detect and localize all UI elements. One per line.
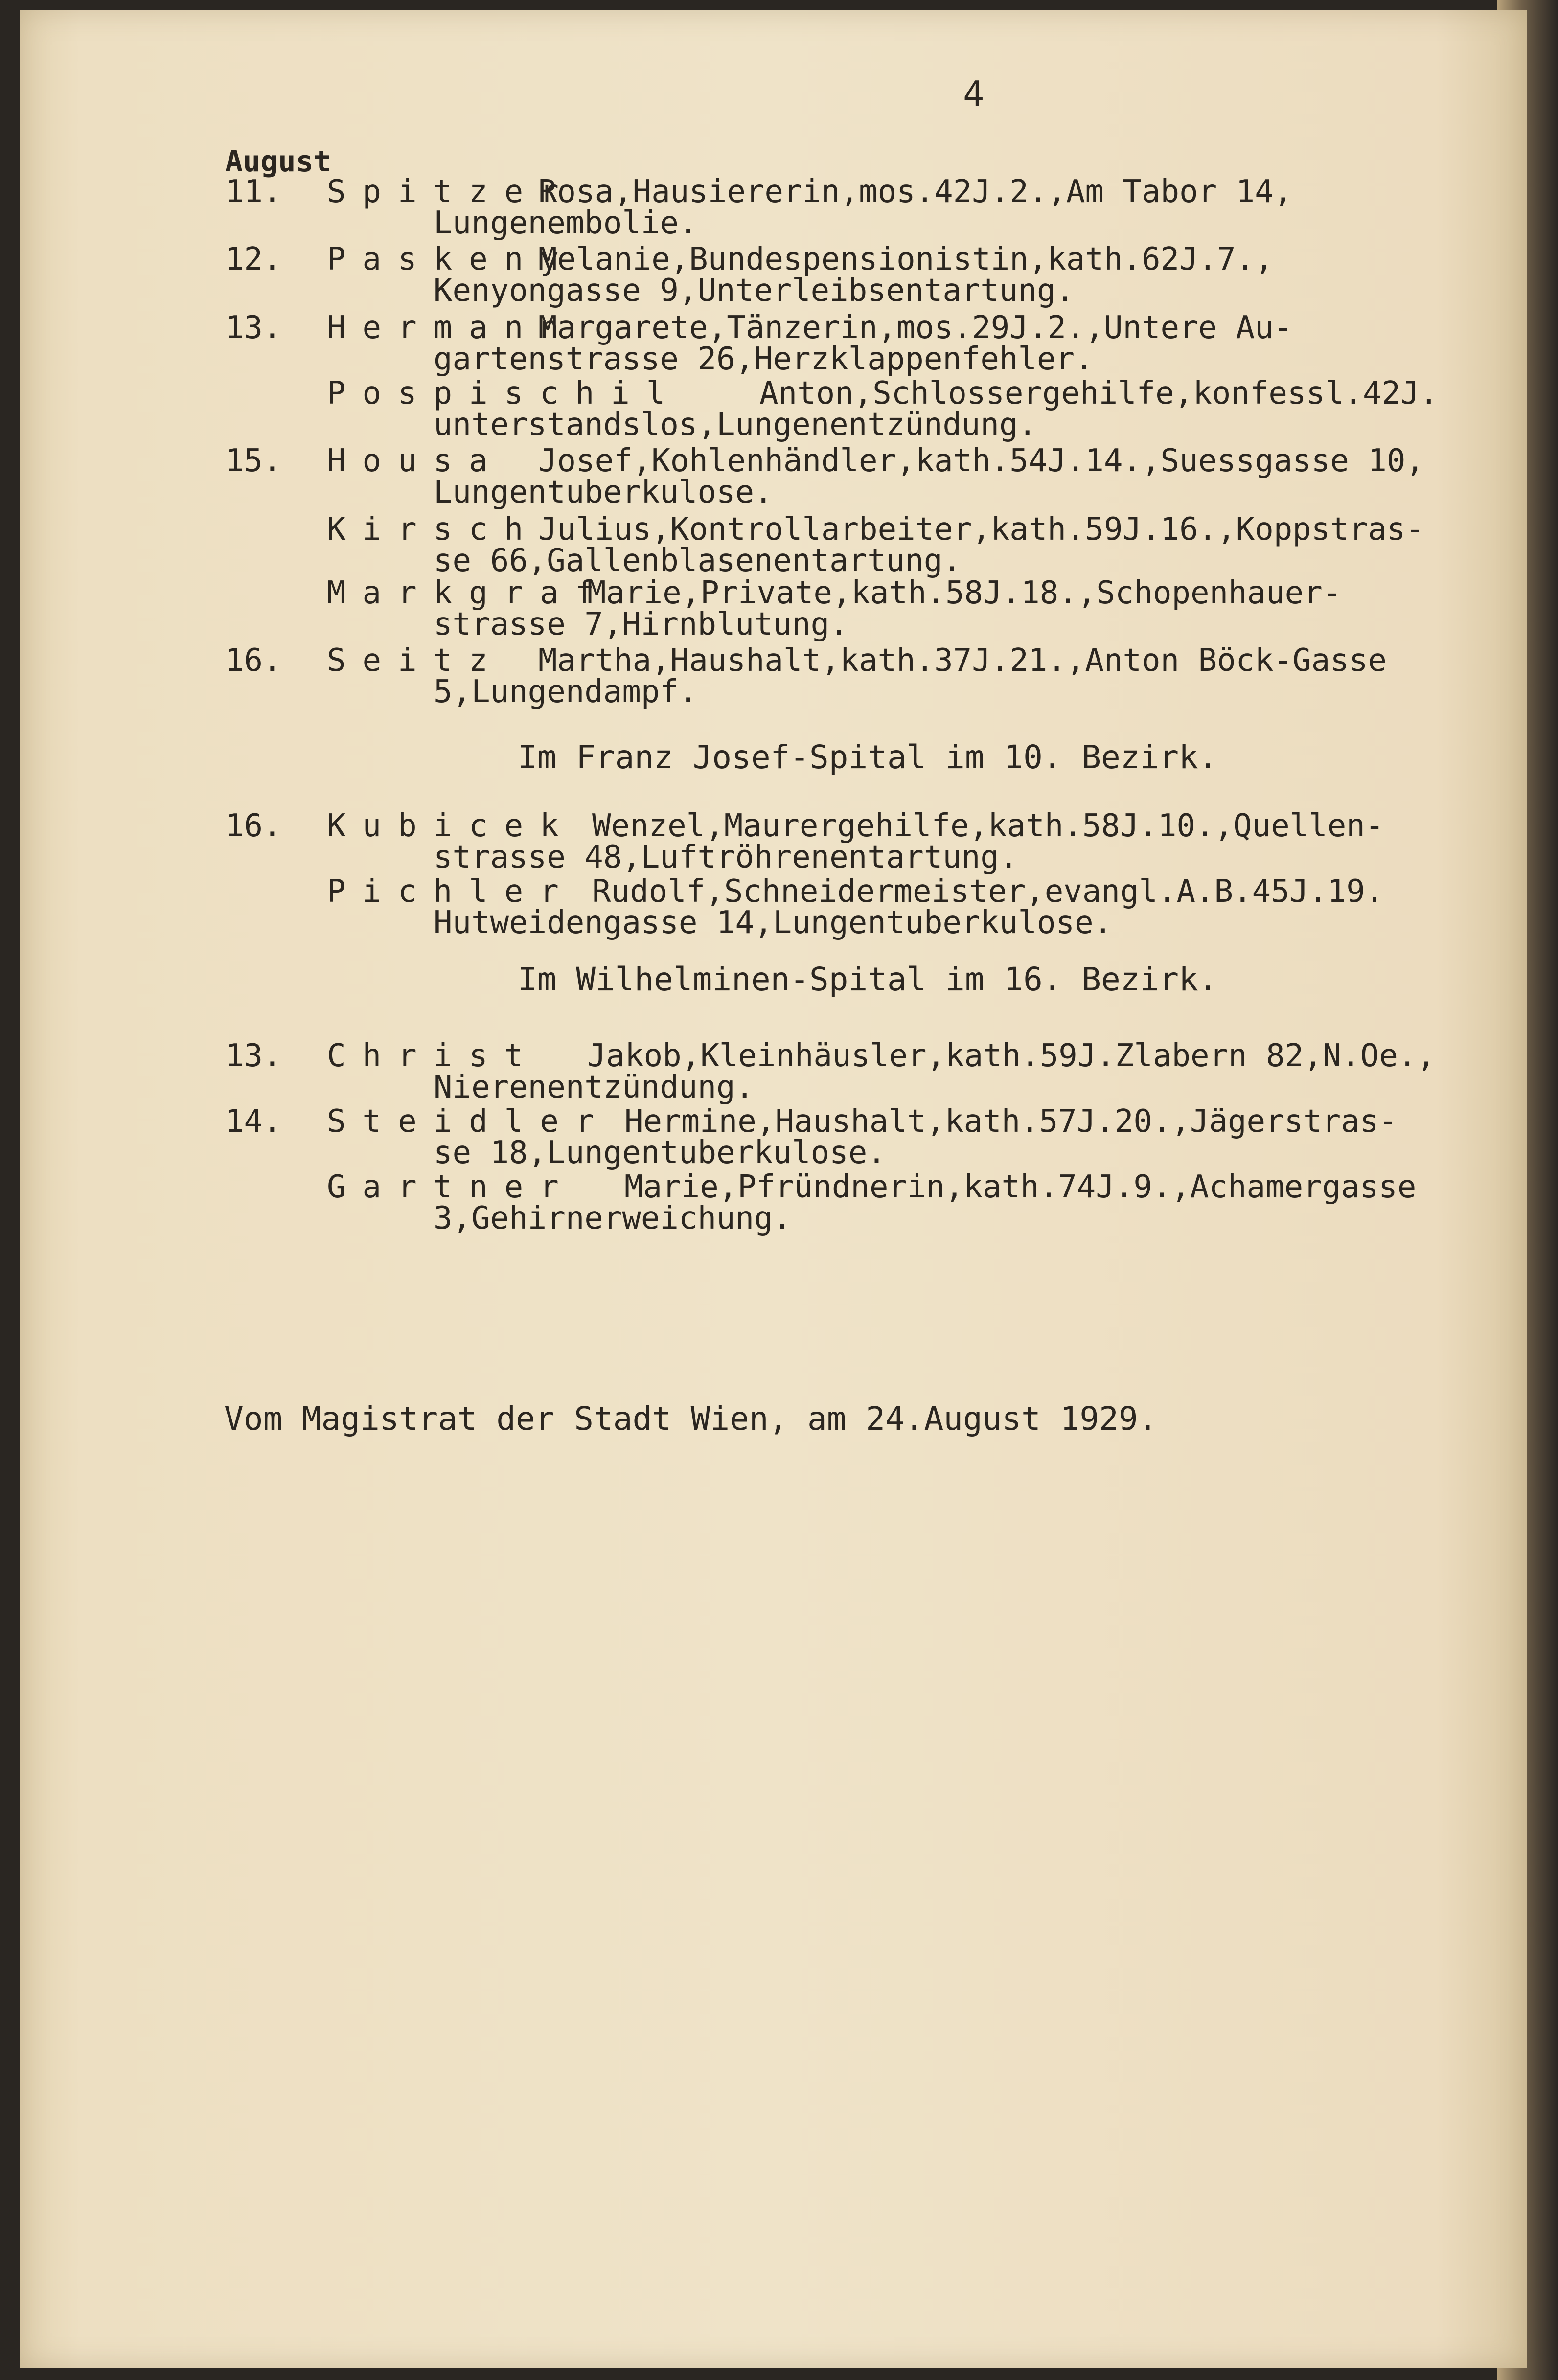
entry-line2: se 66,Gallenblasenentartung. <box>434 543 962 579</box>
entry-day: 15. <box>225 443 282 479</box>
entry-line2: 3,Gehirnerweichung. <box>434 1200 792 1236</box>
entry-line1: Wenzel,Maurergehilfe,kath.58J.10.,Quellen- <box>592 808 1384 844</box>
entry-line2: Nierenentzündung. <box>434 1069 755 1105</box>
entry-line1: Rosa,Hausiererin,mos.42J.2.,Am Tabor 14, <box>538 174 1293 210</box>
entry-surname: Gartner <box>327 1169 575 1205</box>
entry-line2: Kenyongasse 9,Unterleibsentartung. <box>434 273 1075 309</box>
entry-surname: Steidler <box>327 1103 611 1140</box>
entry-line2: strasse 7,Hirnblutung. <box>434 606 848 642</box>
section-heading: Im Wilhelminen-Spital im 16. Bezirk. <box>518 961 1218 998</box>
entry-surname: Christ <box>327 1038 540 1074</box>
section-heading: Im Franz Josef-Spital im 10. Bezirk. <box>518 738 1218 776</box>
entry-surname: Pospischil <box>327 375 682 412</box>
entry-line2: Lungenembolie. <box>434 205 698 241</box>
entry-line1: Marie,Pfründnerin,kath.74J.9.,Achamergasse <box>624 1169 1417 1205</box>
entry-surname: Pichler <box>327 873 575 910</box>
entry-surname: Kubicek <box>327 808 575 844</box>
entry-surname: Seitz <box>327 642 504 679</box>
entry-line2: unterstandslos,Lungenentzündung. <box>434 407 1037 443</box>
entry-line1: Jakob,Kleinhäusler,kath.59J.Zlabern 82,N.Oe., <box>587 1038 1436 1074</box>
entry-line2: strasse 48,Luftröhrenentartung. <box>434 839 1018 875</box>
entry-day: 16. <box>225 808 282 844</box>
month-heading: August <box>225 144 331 179</box>
entry-line1: Marie,Private,kath.58J.18.,Schopenhauer- <box>587 575 1342 611</box>
entry-surname: Markgraf <box>327 575 611 611</box>
entry-line1: Melanie,Bundespensionistin,kath.62J.7., <box>538 241 1274 277</box>
entry-surname: Paskeny <box>327 241 575 277</box>
entry-line1: Hermine,Haushalt,kath.57J.20.,Jägerstras- <box>624 1103 1398 1140</box>
entry-line2: se 18,Lungentuberkulose. <box>434 1135 886 1171</box>
entry-surname: Housa <box>327 443 504 479</box>
entry-line1: Margarete,Tänzerin,mos.29J.2.,Untere Au- <box>538 310 1293 346</box>
entry-day: 13. <box>225 310 282 346</box>
page-number: 4 <box>963 73 985 114</box>
entry-line2: gartenstrasse 26,Herzklappenfehler. <box>434 341 1094 377</box>
entry-line1: Josef,Kohlenhändler,kath.54J.14.,Suessgasse 10, <box>538 443 1424 479</box>
entry-line1: Rudolf,Schneidermeister,evangl.A.B.45J.19. <box>592 873 1384 910</box>
entry-day: 11. <box>225 174 282 210</box>
entry-day: 13. <box>225 1038 282 1074</box>
entry-surname: Spitzer <box>327 174 575 210</box>
entry-day: 12. <box>225 241 282 277</box>
entry-line1: Anton,Schlossergehilfe,konfessl.42J. <box>759 375 1439 412</box>
entry-line2: 5,Lungendampf. <box>434 674 698 710</box>
document-page <box>20 10 1527 2368</box>
entry-day: 16. <box>225 642 282 679</box>
entry-day: 14. <box>225 1103 282 1140</box>
entry-line1: Julius,Kontrollarbeiter,kath.59J.16.,Koppstras- <box>538 511 1424 548</box>
entry-line2: Hutweidengasse 14,Lungentuberkulose. <box>434 905 1113 941</box>
entry-surname: Hermann <box>327 310 575 346</box>
entry-line2: Lungentuberkulose. <box>434 474 773 510</box>
closing-line: Vom Magistrat der Stadt Wien, am 24.August 1929. <box>224 1400 1158 1438</box>
entry-line1: Martha,Haushalt,kath.37J.21.,Anton Böck-Gasse <box>538 642 1387 679</box>
entry-surname: Kirsch <box>327 511 540 548</box>
